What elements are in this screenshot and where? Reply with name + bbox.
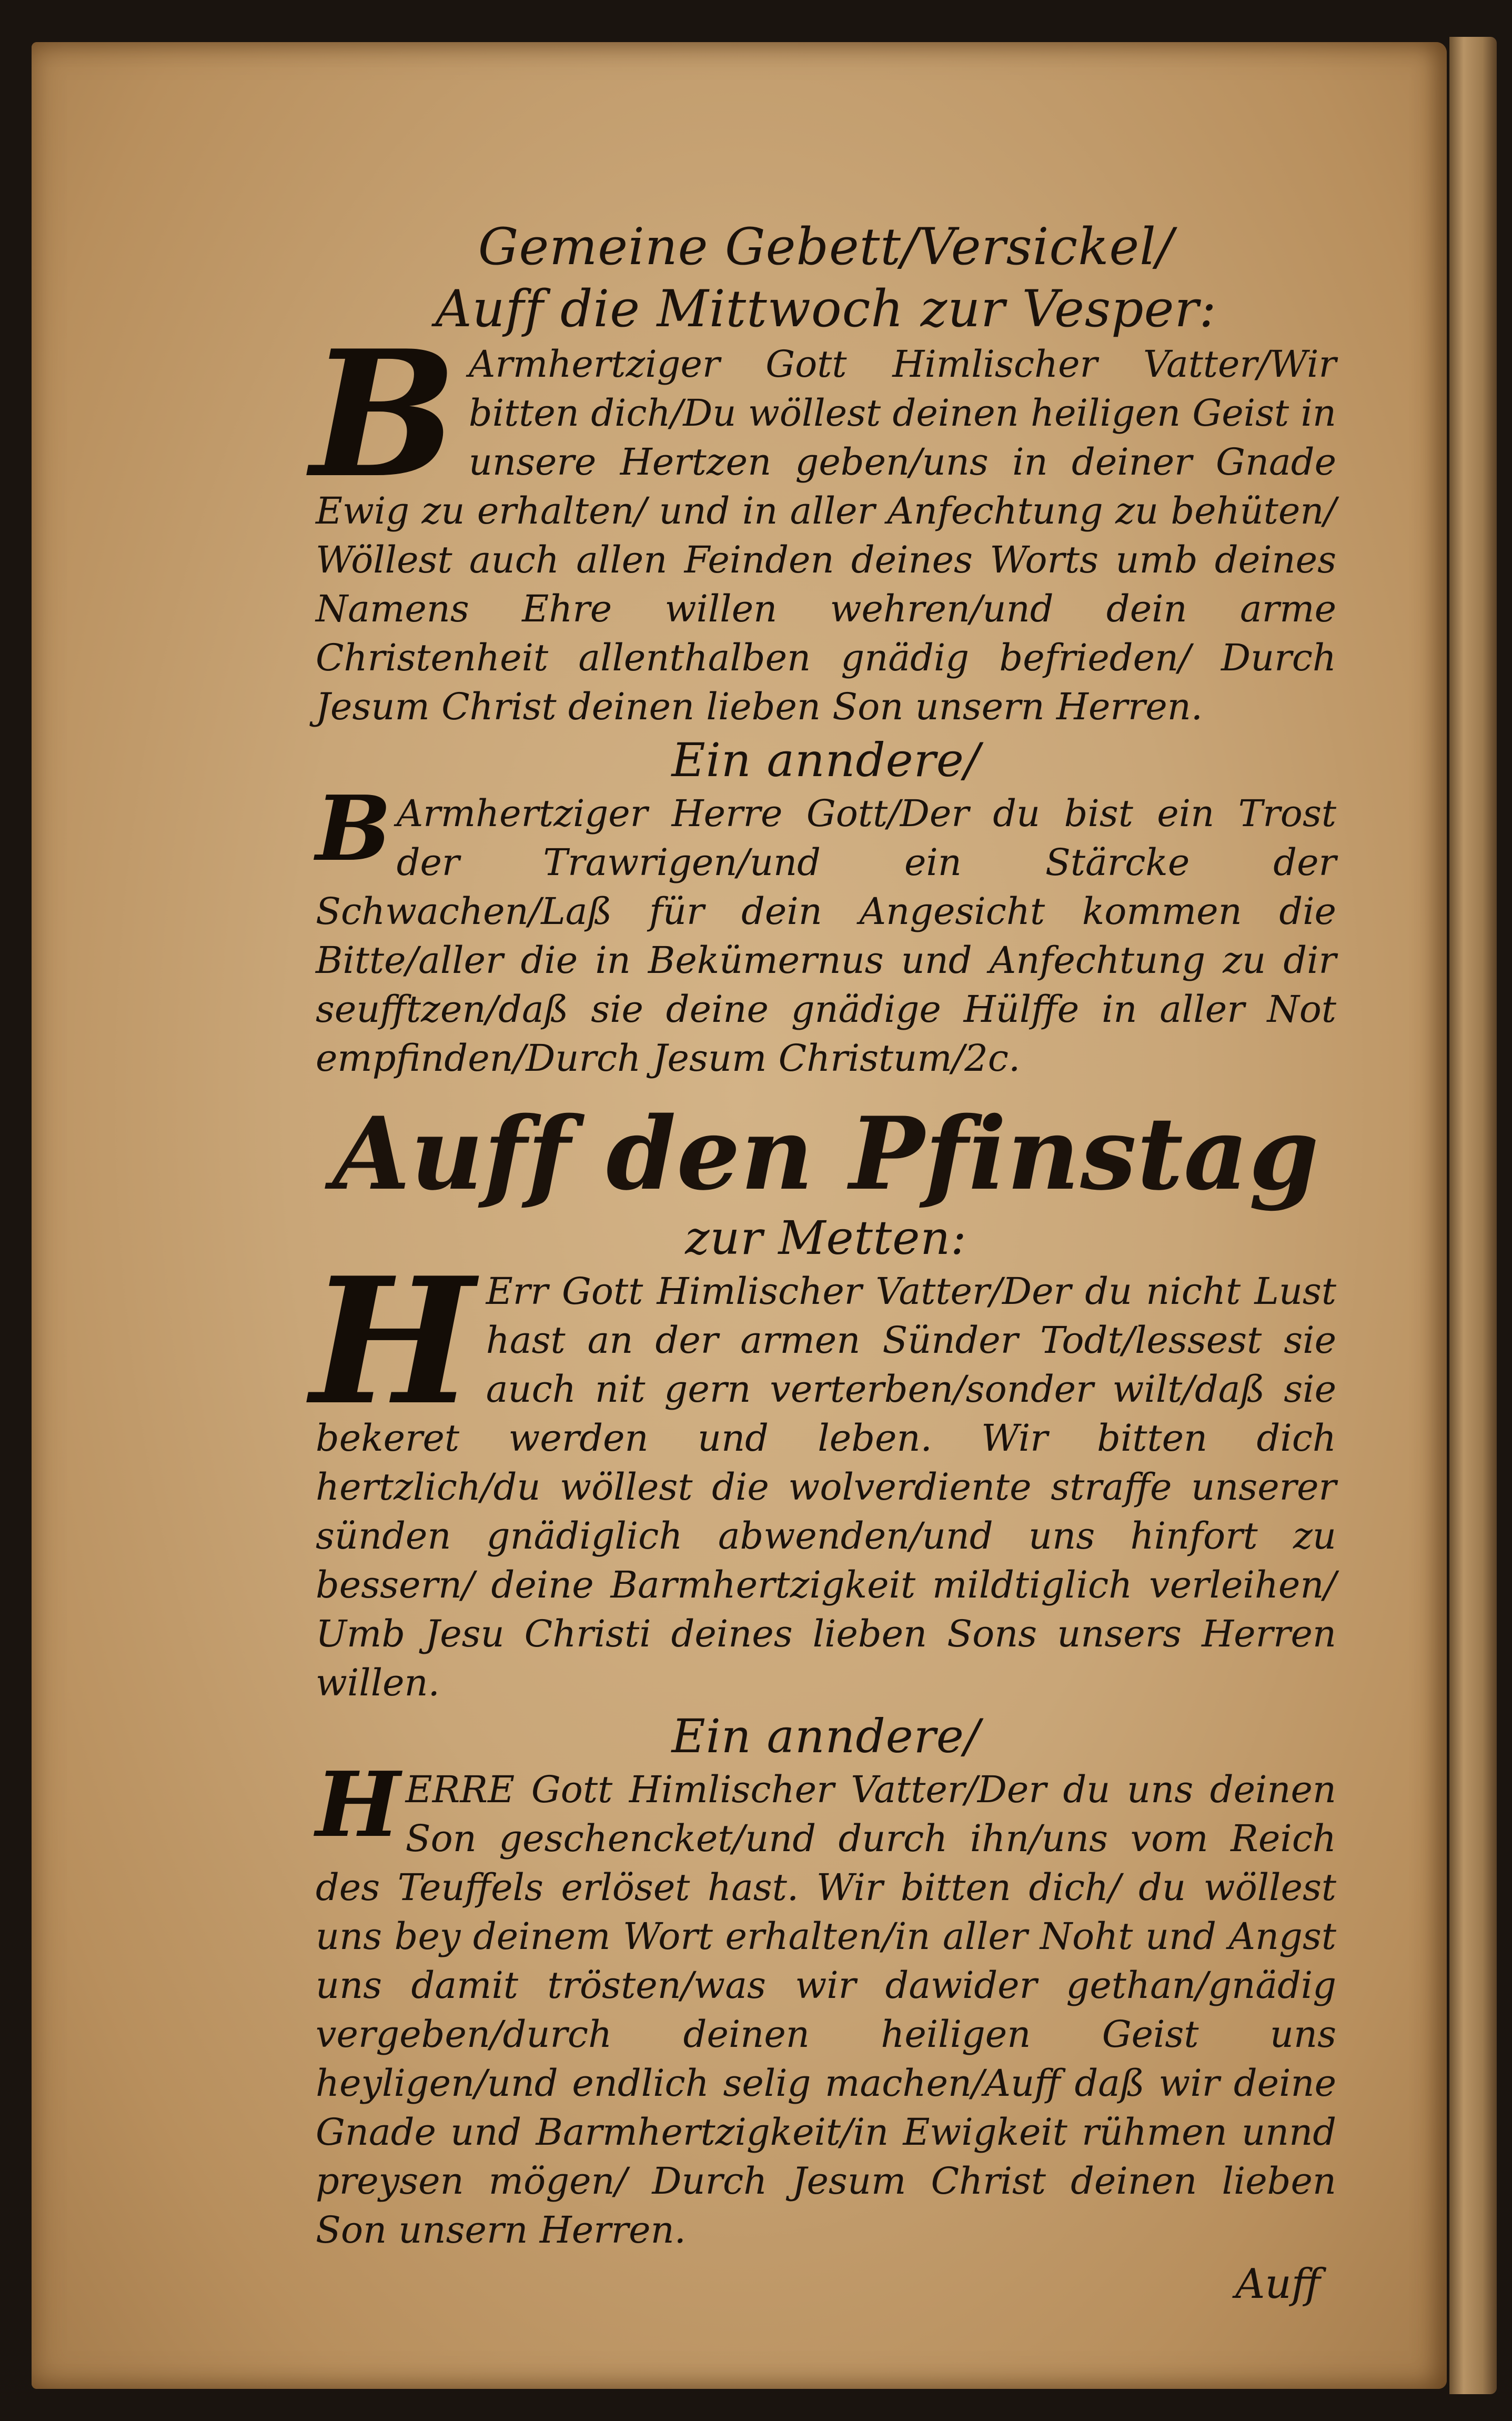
section-heading-prayers: Gemeine Gebett/Versickel/ bbox=[478, 217, 1174, 276]
prayer-paragraph-4 bbox=[316, 1752, 1336, 2255]
adjacent-page-edge bbox=[1449, 37, 1497, 2394]
prayer-text-3: Err Gott Himlischer Vatter/Der du nicht Lust hast an der armen Sünder Todt/lessest sie auch nit gern verterben/sonder wilt/daß sie bekeret werden und leben. Wir bitten dich hertzlich/du wöllest die wolverdiente straffe unserer sünden gnädiglich abwenden/und uns hinfort zu bessern/ deine Barmhertzigkeit mildtiglich verleihen/ Umb Jesu Christi deines lieben Sons unsers Herren willen. bbox=[316, 1270, 1336, 1704]
decorated-initial-h: H bbox=[310, 1239, 475, 1443]
prayer-text-2: Armhertziger Herre Gott/Der du bist ein Trost der Trawrigen/und ein Stärcke der Schwachen/Laß für dein Angesicht kommen die Bitte/aller die in Bekümernus und Anfechtung zu dir seufftzen/daß sie deine gnädige Hülffe in aller Not empfinden/Durch Jesum Christum/2c. bbox=[316, 792, 1336, 1080]
decorated-initial-b: B bbox=[310, 312, 457, 516]
initial-b: B bbox=[316, 776, 391, 881]
section-heading-wednesday-vespers: Auff die Mittwoch zur Vesper: bbox=[435, 279, 1217, 338]
section-heading-another: Ein anndere/ bbox=[671, 733, 981, 787]
section-heading-another-2: Ein anndere/ bbox=[671, 1709, 981, 1763]
section-heading-thursday: Auff den Pfinstag bbox=[332, 1095, 1319, 1212]
initial-h: H bbox=[316, 1752, 400, 1857]
prayer-paragraph-2 bbox=[316, 776, 1336, 1083]
prayer-text-1: Armhertziger Gott Himlischer Vatter/Wir bitten dich/Du wöllest deinen heiligen Geist in unsere Hertzen geben/uns in deiner Gnade Ewig zu erhalten/ und in aller Anfechtung zu behüten/ Wöllest auch allen Feinden deines Worts umb deines Namens Ehre willen wehren/und dein arme Christenheit allenthalben gnädig befrieden/ Durch Jesum Christ deinen lieben Son unsern Herren. bbox=[316, 343, 1336, 728]
prayer-paragraph-3 bbox=[310, 1239, 1336, 1707]
section-heading-matins: zur Metten: bbox=[685, 1211, 967, 1265]
prayer-text-4: ERRE Gott Himlischer Vatter/Der du uns deinen Son geschencket/und durch ihn/uns vom Reich des Teuffels erlöset hast. Wir bitten dich/ du wöllest uns bey deinem Wort erhalten/in aller Noht und Angst uns damit trösten/was wir dawider gethan/gnädig vergeben/durch deinen heiligen Geist uns heyligen/und endlich selig machen/Auff daß wir deine Gnade und Barmhertzigkeit/in Ewigkeit rühmen unnd preysen mögen/ Durch Jesum Christ deinen lieben Son unsern Herren. bbox=[316, 1768, 1336, 2252]
page-text-block bbox=[310, 216, 1336, 2311]
prayer-paragraph-1 bbox=[310, 312, 1336, 731]
catchword: Auff bbox=[1235, 2261, 1321, 2308]
